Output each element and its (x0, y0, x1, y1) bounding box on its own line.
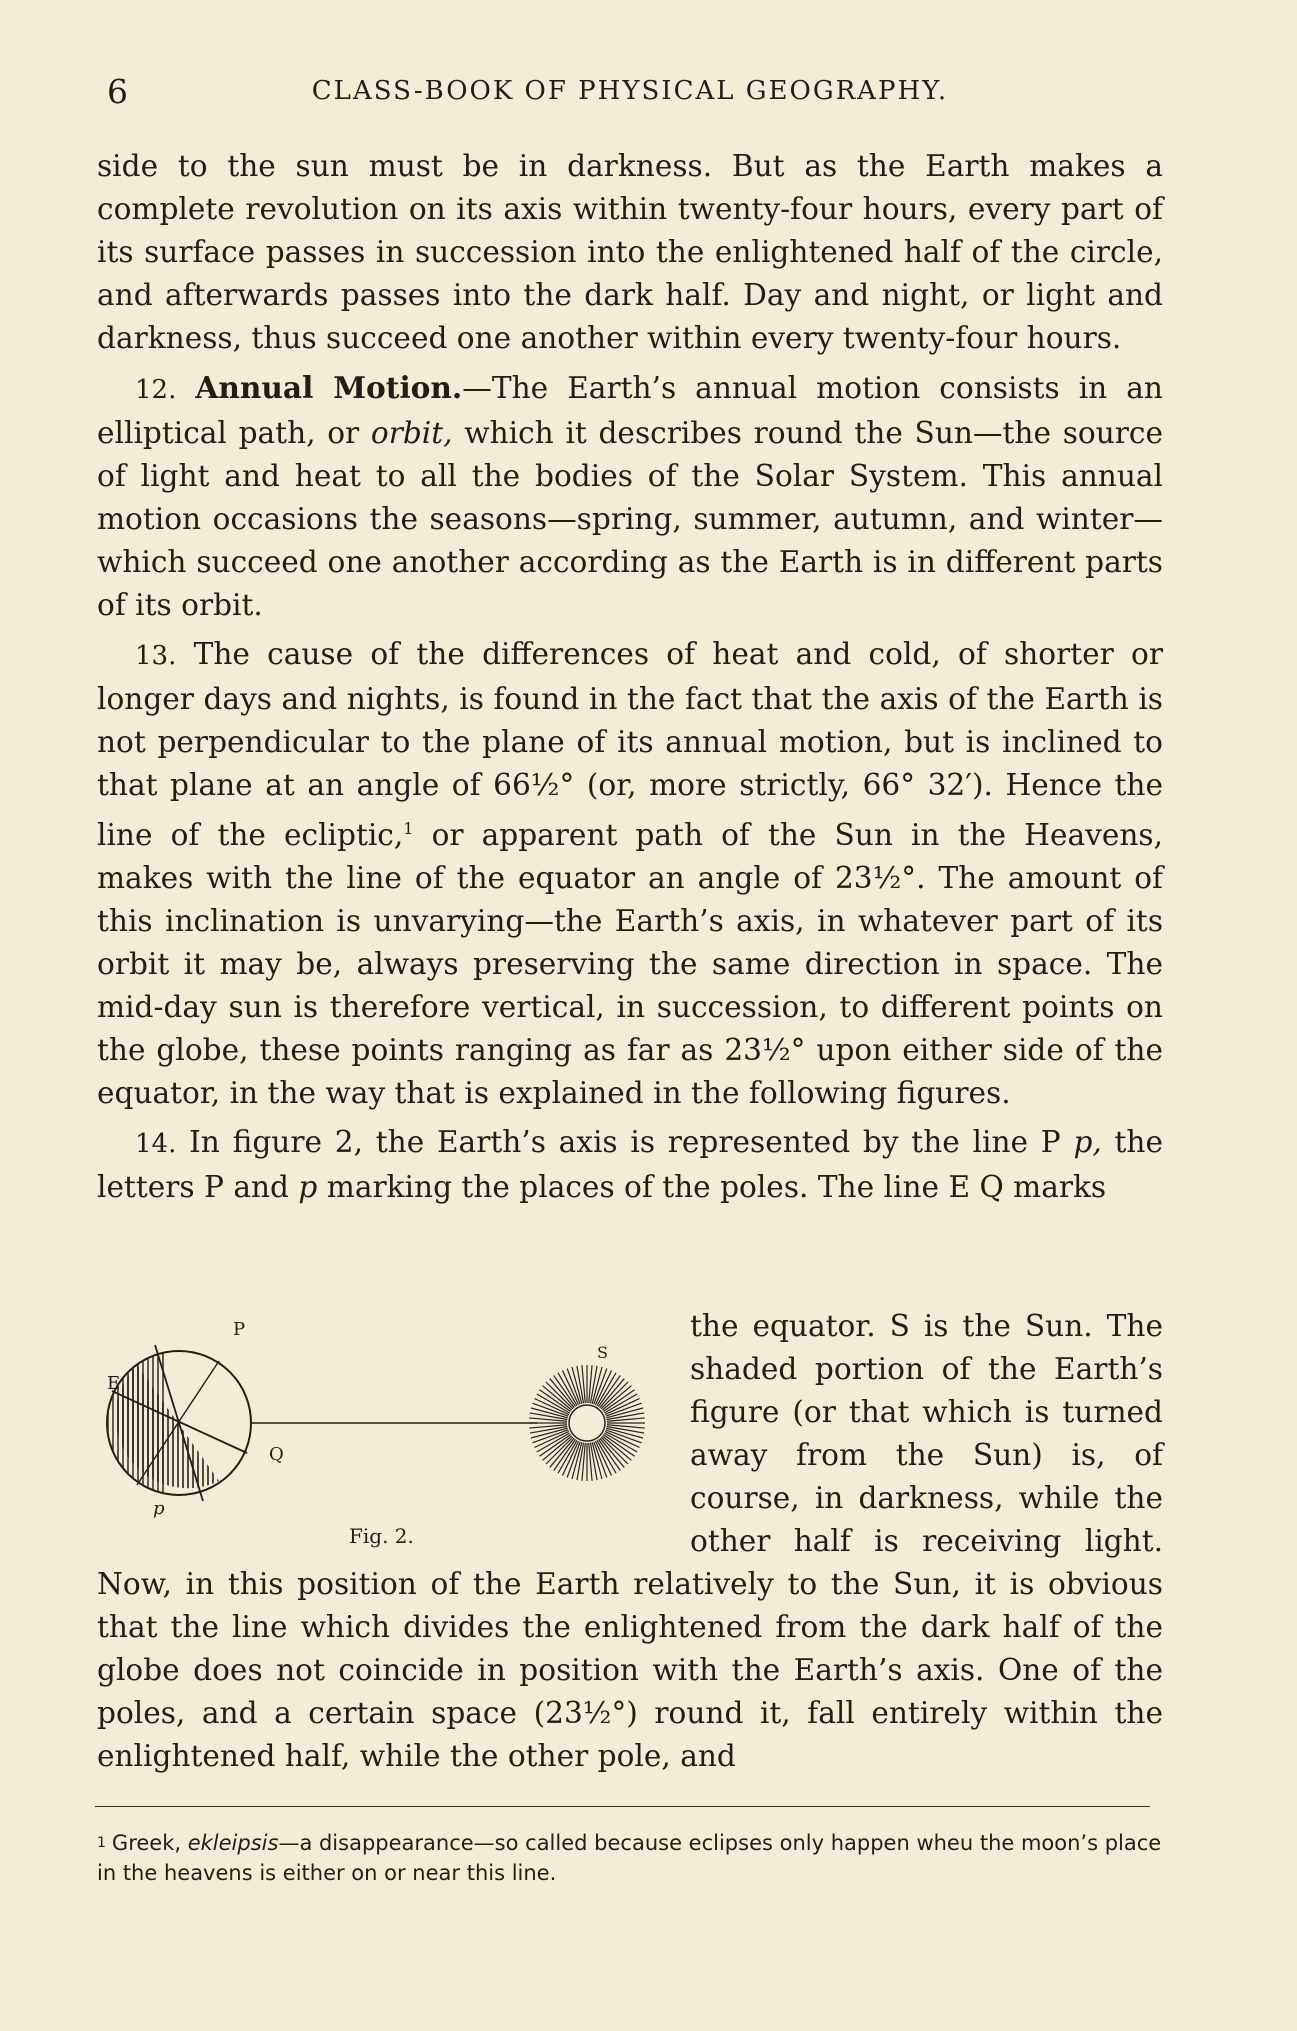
figure-side-text (690, 1305, 1163, 1563)
footnote-marker: 1 (97, 1835, 106, 1851)
sun-icon (529, 1365, 645, 1481)
section-14-italic-p1: p, (1073, 1124, 1102, 1159)
section-13-text-b: or apparent path of the Sun in the Heavens, makes with the line of the equator an angle of 23½°. The amount of this inclination is unvarying—the Earth’s axis, in whatever part of its orbit it may be, always preserving the same direction in space. The mid-day sun is therefore vertical, in succession, to different points on the globe, these points ranging as far as 23½° upon either side of the equator, in the way that is explained in the following figures. (97, 817, 1163, 1110)
section-14-text-c: marking the places of the poles. The line E Q marks (317, 1169, 1107, 1204)
side-line-6: other half is receiving light. (690, 1524, 1163, 1558)
label-P: P (233, 1319, 246, 1340)
section-number-13: 13. (135, 641, 177, 671)
page-header (95, 72, 1165, 122)
footnote (97, 1828, 1163, 1888)
section-14-italic-p2: p (298, 1169, 318, 1204)
footnote-text-b: —a disappearance—so called because eclipses only happen wheu the moon’s place in the heavens is either on or near this line. (97, 1831, 1162, 1885)
figure-caption: Fig. 2. (349, 1524, 414, 1548)
main-text-top (97, 145, 1163, 1209)
earth-globe (107, 1345, 251, 1501)
side-line-4: away from the Sun) is, of (690, 1438, 1163, 1472)
page-number: 6 (107, 72, 128, 111)
side-line-3: figure (or that which is turned (690, 1395, 1163, 1429)
side-line-1: the equator. S is the Sun. The (690, 1309, 1163, 1343)
footnote-word: ekleipsis (187, 1831, 279, 1855)
label-E: E (107, 1373, 121, 1394)
continuation-text: Now, in this position of the Earth relatively to the Sun, it is obvious that the line which divides the enlightened from the dark half of the globe does not coincide in position with the Earth’s axis. One of the poles, and a certain space (23½°) round it, fall entirely within the enlightened half, while the other pole, and (97, 1567, 1163, 1773)
label-S: S (597, 1343, 608, 1362)
side-line-2: shaded portion of the Earth’s (690, 1352, 1163, 1386)
section-number-14: 14. (135, 1128, 177, 1159)
footnote-text-a: Greek, (111, 1831, 188, 1855)
section-12-italic: orbit, (370, 416, 453, 450)
paragraph-section-12 (97, 366, 1163, 627)
footnote-rule (95, 1806, 1150, 1807)
footnote-reference: 1 (403, 819, 414, 838)
figure-2 (97, 1313, 667, 1565)
label-Q: Q (269, 1444, 284, 1465)
paragraph-section-14 (97, 1121, 1163, 1209)
section-heading-annual-motion: Annual Motion. (195, 370, 463, 405)
section-12-text-b: which it describes round the Sun—the source of light and heat to all the bodies of the Solar System. This annual motion occasions the seasons—spring, summer, autumn, and winter—which succeed one another according as the Earth is in different parts of its orbit. (97, 416, 1163, 622)
section-number-12: 12. (135, 375, 177, 405)
paragraph-1: side to the sun must be in darkness. But as the Earth makes a complete revolution on its axis within twenty-four hours, every part of its surface passes in succession into the enlightened half of the circle, and afterwards passes into the dark half. Day and night, or light and darkness, thus succeed one another within every twenty-four hours. (97, 149, 1163, 355)
label-p: p (153, 1498, 165, 1519)
running-title: CLASS-BOOK OF PHYSICAL GEOGRAPHY. (311, 76, 949, 106)
side-line-5: course, in darkness, while the (690, 1481, 1163, 1515)
paragraph-section-13 (97, 633, 1163, 1115)
section-14-text-b: the letters P and (97, 1124, 1164, 1204)
section-12-text-a: —The Earth’s annual motion consists in an elliptical path, or (97, 371, 1163, 450)
section-13-text-a: The cause of the differences of heat and cold, of shorter or longer days and nights, is found in the fact that the axis of the Earth is not perpendicular to the plane of its annual motion, but is inclined to that plane at an angle of 66½° (or, more strictly, 66° 32′). Hence the line of the ecliptic, (97, 637, 1163, 852)
section-14-text-a: In figure 2, the Earth’s axis is represented by the line P (176, 1124, 1074, 1159)
